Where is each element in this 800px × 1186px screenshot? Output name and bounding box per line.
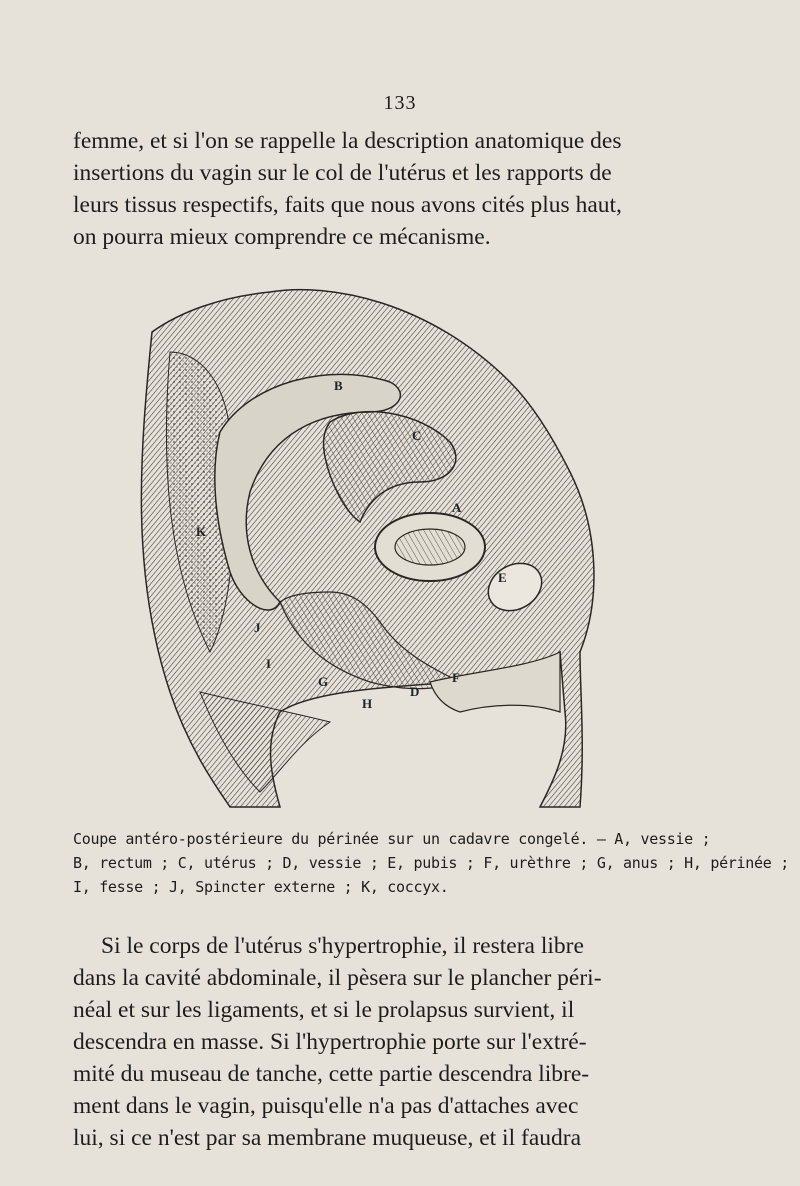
text-line: mité du museau de tanche, cette partie descendra libre- bbox=[73, 1061, 590, 1087]
text-line: leurs tissus respectifs, faits que nous avons cités plus haut, bbox=[73, 192, 622, 218]
figure-label-f: F bbox=[452, 670, 460, 685]
text-line: descendra en masse. Si l'hypertrophie porte sur l'extré- bbox=[73, 1029, 587, 1055]
paragraph-top bbox=[73, 125, 655, 253]
text-line: on pourra mieux comprendre ce mécanisme. bbox=[73, 224, 491, 250]
caption-line: B, rectum ; C, utérus ; D, vessie ; E, pubis ; F, urèthre ; G, anus ; H, périnée ; bbox=[73, 854, 789, 872]
figure-label-i: I bbox=[266, 656, 272, 671]
caption-line: Coupe antéro-postérieure du périnée sur un cadavre congelé. — A, vessie ; bbox=[73, 830, 711, 848]
figure-caption bbox=[73, 827, 789, 899]
figure-label-k: K bbox=[196, 524, 207, 539]
figure-label-a: A bbox=[452, 500, 462, 515]
text-line: insertions du vagin sur le col de l'utérus et les rapports de bbox=[73, 160, 612, 186]
figure-label-g: G bbox=[318, 674, 329, 689]
figure-label-h: H bbox=[362, 696, 373, 711]
text-line: Si le corps de l'utérus s'hypertrophie, il restera libre bbox=[101, 933, 584, 959]
perineum-section-drawing bbox=[130, 272, 670, 812]
text-line: femme, et si l'on se rappelle la description anatomique des bbox=[73, 128, 622, 154]
figure-label-d: D bbox=[410, 684, 420, 699]
figure-label-e: E bbox=[498, 570, 507, 585]
text-line: dans la cavité abdominale, il pèsera sur le plancher péri- bbox=[73, 965, 602, 991]
text-line: ment dans le vagin, puisqu'elle n'a pas d'attaches avec bbox=[73, 1093, 579, 1119]
caption-line: I, fesse ; J, Spincter externe ; K, coccyx. bbox=[73, 878, 449, 896]
text-line: lui, si ce n'est par sa membrane muqueuse, et il faudra bbox=[73, 1125, 582, 1151]
figure-label-c: C bbox=[412, 428, 422, 443]
figure-label-j: J bbox=[254, 620, 261, 635]
page-number: 133 bbox=[383, 92, 417, 114]
anatomical-illustration bbox=[130, 272, 670, 812]
paragraph-bottom bbox=[73, 930, 655, 1154]
text-line: néal et sur les ligaments, et si le prolapsus survient, il bbox=[73, 997, 575, 1023]
figure-label-b: B bbox=[334, 378, 343, 393]
